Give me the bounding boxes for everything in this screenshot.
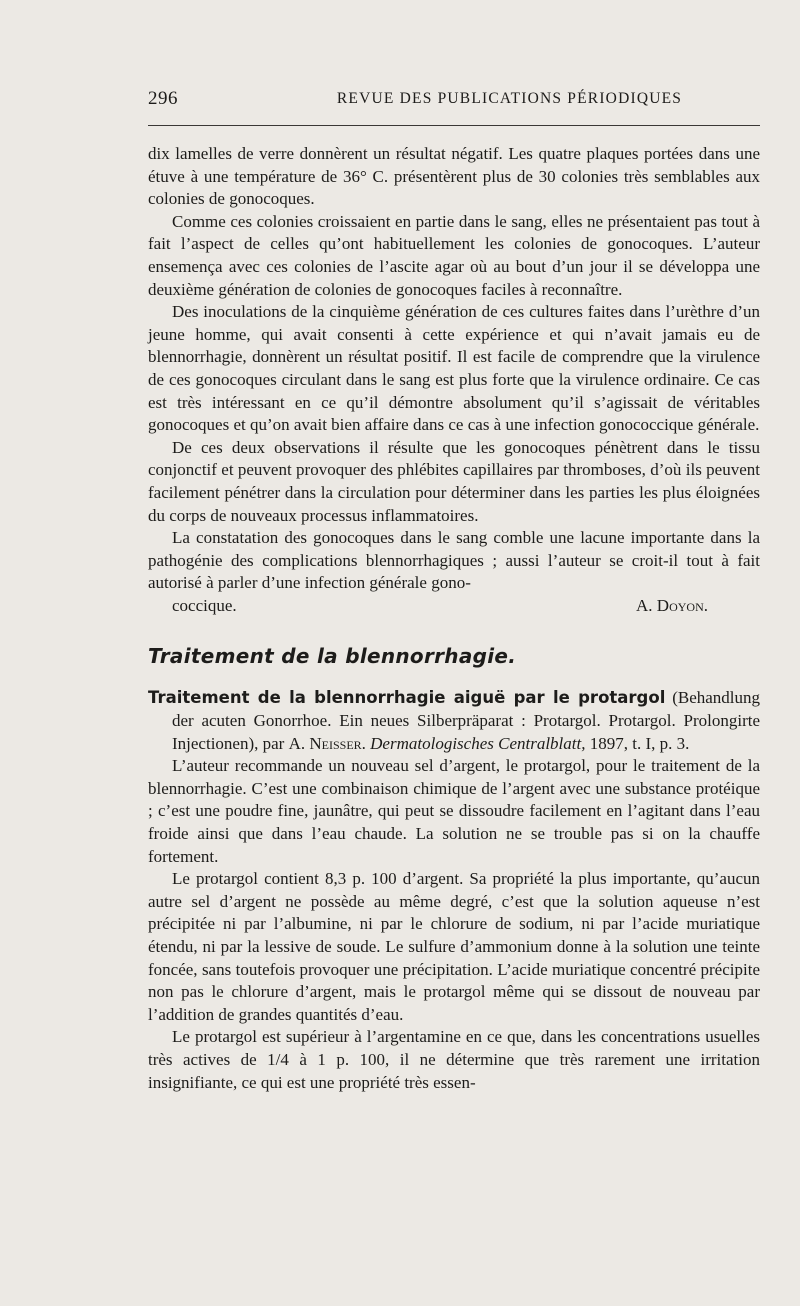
article-author: A. Neisser.: [288, 733, 366, 753]
body-text: [148, 143, 760, 1094]
paragraph: Des inoculations de la cinquième génération de ces cultures faites dans l’urèthre d’un jeune homme, qui avait consenti à cette expérience et qui n’avait jamais eu de blennorrhagie, donnèrent un résultat positif. Il est facile de comprendre que la virulence de ces gonocoques circulant dans le sang est plus forte que la virulence ordinaire. Ce cas est très intéressant en ce qu’il démontre absolument qu’il s’agissait de véritables gonocoques et qu’on avait bien affaire dans ce cas à une infection gonococcique générale.: [148, 302, 760, 435]
article-subtitle: (Behandlung der acuten Gonorrhoe. Ein neues Silberpräparat : Protargol. Protargol. Prolongirte Injectionen), par: [172, 688, 761, 753]
author-signature: A. Doyon.: [636, 595, 708, 615]
paragraph: L’auteur recommande un nouveau sel d’argent, le protargol, pour le traitement de la blennorrhagie. C’est une combinaison chimique de l’argent avec une substance protéique ; c’est une poudre fine, jaunâtre, qui peut se dissoudre facilement en l’agitant dans l’eau froide ainsi que dans l’eau chaude. La solution ne se trouble pas si on la chauffe fortement.: [148, 756, 760, 866]
article-journal: Dermatologisches Centralblatt,: [370, 733, 586, 753]
paragraph: Le protargol est supérieur à l’argentamine en ce que, dans les concentrations usuelles très actives de 1/4 à 1 p. 100, il ne détermine que très rarement une irritation insignifiante, ce qui est une propriété très essen-: [148, 1027, 760, 1092]
page-number: 296: [148, 88, 178, 109]
paragraph-end: coccique.: [172, 595, 237, 615]
journal-title: REVUE DES PUBLICATIONS PÉRIODIQUES: [336, 90, 683, 107]
article-heading: [148, 687, 760, 755]
article-title: Traitement de la blennorrhagie aiguë par le protargol: [148, 688, 666, 708]
paragraph: dix lamelles de verre donnèrent un résultat négatif. Les quatre plaques portées dans une étuve à une température de 36° C. présentèrent plus de 30 colonies très semblables aux colonies de gonocoques.: [148, 144, 760, 209]
section-title: Traitement de la blennorrhagie.: [148, 644, 517, 669]
running-header: [148, 88, 760, 112]
signature-line: [148, 595, 760, 618]
paragraph-text: La constatation des gonocoques dans le sang comble une lacune importante dans la pathogénie des complications blennorrhagiques ; aussi l’auteur se croit-il tout à fait autorisé à parler d’une infection générale gono-: [148, 528, 760, 593]
paragraph: [148, 527, 760, 617]
header-rule: [148, 125, 760, 126]
paragraph: De ces deux observations il résulte que les gonocoques pénètrent dans le tissu conjonctif et peuvent provoquer des phlébites capillaires par thromboses, d’où ils peuvent facilement pénétrer dans la circulation pour déterminer dans les parties les plus éloignées du corps de nouveaux processus inflammatoires.: [148, 437, 760, 525]
paragraph: Le protargol contient 8,3 p. 100 d’argent. Sa propriété la plus importante, qu’aucun autre sel d’argent ne possède au même degré, c’est que la solution aqueuse n’est précipitée ni par l’albumine, ni par le chlorure de sodium, ni par l’acide muriatique étendu, ni par la lessive de soude. Le sulfure d’ammonium donne à la solution une teinte foncée, sans toutefois provoquer une précipitation. L’acide muriatique concentré précipite non pas le chlorure d’argent, mais le protargol même qui se dissout de nouveau par l’addition de grandes quantités d’eau.: [148, 869, 760, 1024]
paragraph: Comme ces colonies croissaient en partie dans le sang, elles ne présentaient pas tout à fait l’aspect de celles qu’ont habituellement les colonies de gonocoques. L’auteur ensemença avec ces colonies de l’ascite agar où au bout d’un jour il se développa une deuxième génération de colonies de gonocoques faciles à reconnaître.: [148, 211, 760, 299]
article-citation: 1897, t. I, p. 3.: [589, 733, 690, 753]
